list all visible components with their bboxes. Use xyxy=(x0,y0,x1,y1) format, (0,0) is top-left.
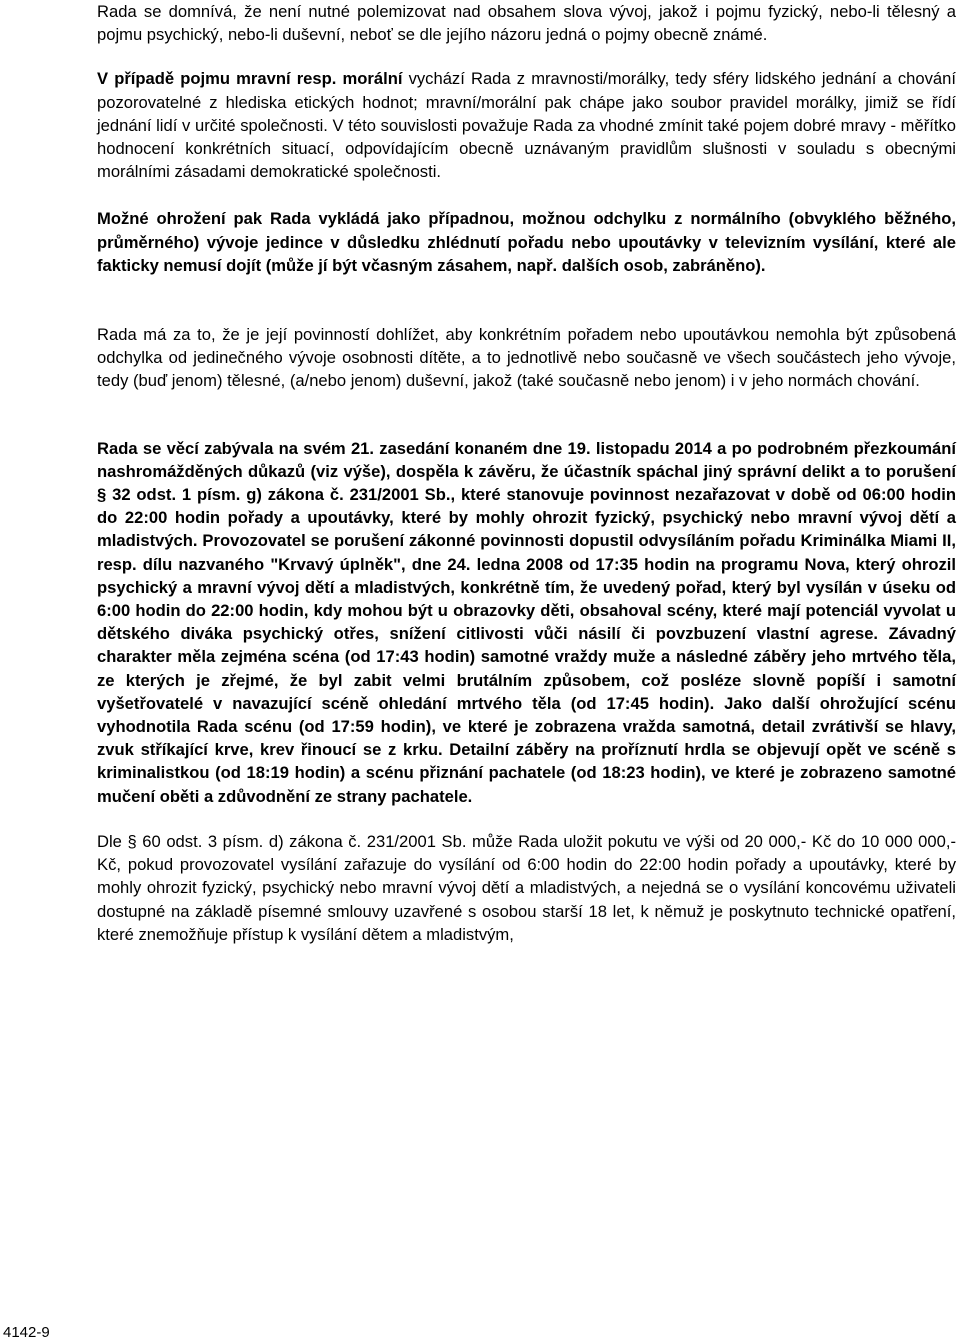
paragraph-text: Rada se domnívá, že není nutné polemizovat nad obsahem slova vývoj, jakož i pojmu fyzický, nebo-li tělesný a pojmu psychický, nebo-li duševní, neboť se dle jejího názoru jedná o pojmy obecně známé. xyxy=(97,2,956,45)
paragraph-decision xyxy=(97,437,956,808)
paragraph-spacer xyxy=(97,46,956,67)
paragraph-spacer xyxy=(97,808,956,830)
paragraph-spacer xyxy=(97,393,956,437)
paragraph-spacer xyxy=(97,277,956,323)
paragraph-text: Rada se věcí zabývala na svém 21. zasedání konaném dne 19. listopadu 2014 a po podrobném přezkoumání nashromážděných důkazů (viz výše), dospěla k závěru, že účastník spáchal jiný správní delikt a to porušení § 32 odst. 1 písm. g) zákona č. 231/2001 Sb., které stanovuje povinnost nezařazovat v době od 06:00 hodin do 22:00 hodin pořady a upoutávky, které by mohly ohrozit fyzický, psychický nebo mravní vývoj dětí a mladistvých. Provozovatel se porušení zákonné povinnosti dopustil odvysíláním pořadu Kriminálka Miami II, resp. dílu nazvaného "Krvavý úplněk", dne 24. ledna 2008 od 17:35 hodin na programu Nova, který ohrozil psychický a mravní vývoj dětí a mladistvých, konkrétně tím, že uvedený pořad, který byl vysílán v úseku od 6:00 hodin do 22:00 hodin, kdy mohou být u obrazovky děti, obsahoval scény, které mají potenciál vyvolat u dětského diváka psychický otřes, snížení citlivosti vůči násilí či povzbuzení vlastní agrese. Závadný charakter měla zejména scéna (od 17:43 hodin) samotné vraždy muže a následné záběry jeho mrtvého těla, ze kterých je zřejmé, že byl zabit velmi brutálním způsobem, což posléze slovně popíší i samotní vyšetřovatelé v navazující scéně ohledání mrtvého těla (od 17:45 hodin). Jako další ohrožující scénu vyhodnotila Rada scénu (od 17:59 hodin), ve které je zobrazena vražda samotná, detail zvrátivší se hlavy, zvuk stříkající krve, krev řinoucí se z krku. Detailní záběry na proříznutí hrdla se objevují opět ve scéně s kriminalistkou (od 18:19 hodin) a scénu přiznání pachatele (od 18:23 hodin), ve které je zobrazeno samotné mučení oběti a zdůvodnění ze strany pachatele. xyxy=(97,438,956,806)
paragraph-text: Dle § 60 odst. 3 písm. d) zákona č. 231/2001 Sb. může Rada uložit pokutu ve výši od 20 000,- Kč do 10 000 000,- Kč, pokud provozovatel vysílání zařazuje do vysílání od 6:00 hodin do 22:00 hodin pořady a upoutávky, které by mohly ohrozit fyzický, psychický nebo mravní vývoj dětí a mladistvých, a nejedná se o vysílání koncovému uživateli dostupné na základě písemné smlouvy uzavřené s osobou starší 18 let, k němuž je poskytnuto technické opatření, které znemožňuje přístup k vysílání dětem a mladistvým, xyxy=(97,831,956,944)
paragraph-moral-definition xyxy=(97,67,956,183)
paragraph-possible-threat xyxy=(97,207,956,277)
paragraph-text: vychází Rada z mravnosti/morálky, tedy sféry lidského jednání a chování pozorovatelné z hlediska etických hodnot; mravní/morální pak chápe jako soubor pravidel morálky, jimiž se řídí jednání lidí v určité společnosti. V této souvislosti považuje Rada za vhodné zmínit také pojem dobré mravy - měřítko hodnocení konkrétních situací, odpovídajícím obecně uznávaným pravidlům slušnosti v souladu s obecnými morálními zásadami demokratické společnosti. xyxy=(97,69,956,182)
paragraph-text: Rada má za to, že je její povinností dohlížet, aby konkrétním pořadem nebo upoutávkou nemohla být způsobená odchylka od jedinečného vývoje osobnosti dítěte, a to jednotlivě nebo současně ve všech součástech jeho vývoje, tedy (buď jenom) tělesné, (a/nebo jenom) duševní, jakož (také současně nebo jenom) i v jeho normách chování. xyxy=(97,325,956,391)
page-number: 4142-9 xyxy=(3,1324,50,1341)
paragraph-lead-bold: V případě pojmu mravní resp. morální xyxy=(97,69,403,89)
document-body xyxy=(97,0,956,946)
paragraph-spacer xyxy=(97,183,956,207)
paragraph-development-terms xyxy=(97,0,956,46)
paragraph-council-duty xyxy=(97,323,956,393)
paragraph-penalty xyxy=(97,830,956,946)
paragraph-text: Možné ohrožení pak Rada vykládá jako případnou, možnou odchylku z normálního (obvyklého běžného, průměrného) vývoje jedince v důsledku zhlédnutí pořadu nebo upoutávky v televizním vysílání, které ale fakticky nemusí dojít (může jí být včasným zásahem, např. dalších osob, zabráněno). xyxy=(97,209,956,275)
